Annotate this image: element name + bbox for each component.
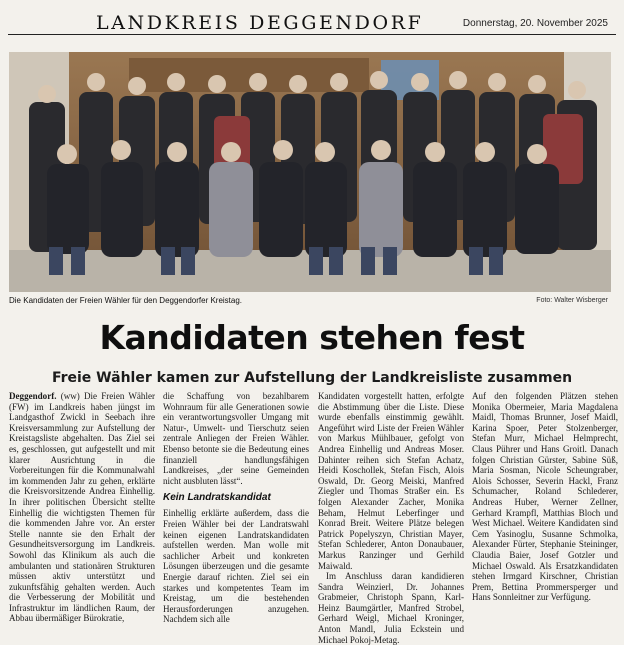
issue-date: Donnerstag, 20. November 2025 (462, 18, 608, 29)
photo-caption: Die Kandidaten der Freien Wähler für den Deggendorfer Kreistag. (9, 296, 243, 305)
article-column-1 (9, 391, 155, 636)
group-photo (9, 52, 611, 292)
dateline: Deggendorf. (9, 391, 57, 401)
page-masthead (8, 4, 616, 35)
body-text: Kandidaten vorgestellt hatten, erfolgte die Abstimmung über die Liste. Diese wurde ebenfalls einstimmig gewählt. Angeführt wird Liste der Freien Wähler von Markus Mühlbauer, gefolgt von Andrea Einhellig und Andreas Moser. Dahinter reihen sich Stefan Achatz, Heidi Koschollek, Stefan Fisch, Alois Oswald, Dr. Georg Meiski, Manfred Ziegler und Thomas Straßer ein. Es folgen Alexander Zacher, Monika Beham, Helmut Leberfinger und Konrad Breit. Weitere Plätze belegen Patrick Popelyszyn, Christian Mayer, Stefan Schlederer, Anton Donaubauer, Markus Ranzinger und Gerhild Maiwald. (318, 391, 464, 571)
body-text: Einhellig erklärte außerdem, dass die Freien Wähler bei der Landratswahl keinen eigenen Landratskandidaten aufstellen werden. Man wolle mit sachlicher Arbeit und konkreten Lösungen überzeugen und die gesamte Energie darauf richten. Ziel sei ein starkes und kompetentes Team im Kreistag, um die bestehenden Herausforderungen anzugehen. Nachdem sich alle (163, 508, 309, 625)
body-text: die Schaffung von bezahlbarem Wohnraum für alle Generationen sowie ein verantwortungsvoller Umgang mit Natur-, Umwelt- und Tierschutz seien zentrale Anliegen der Freien Wähler. Ebenso betonte sie die Bedeutung eines finanziell handlungsfähigen Landkreises, „der seine Gemeinden nicht ausbluten lässt“. (163, 391, 309, 486)
article-column-4 (472, 391, 618, 636)
article-subhead: Kein Landratskandidat (163, 492, 271, 504)
article-column-2 (163, 391, 309, 636)
article-subheadline: Freie Wähler kamen zur Aufstellung der Landkreisliste zusammen (51, 370, 573, 386)
body-text: Im Anschluss daran kandidieren Sandra Weinzierl, Dr. Johannes Grabmeier, Christoph Spann, Karl-Heinz Baumgärtler, Manfred Strobel, Gerhard Weigl, Michael Kroninger, Anton Mandl, Julia Eckstein und Michael Pokoj-Metag. (318, 571, 464, 645)
section-title: LANDKREIS DEGGENDORF (96, 12, 424, 34)
group-photo-image (9, 52, 611, 292)
body-text: Auf den folgenden Plätzen stehen Monika Obermeier, Maria Magdalena Maidl, Thomas Brunner, Josef Maidl, Karina Spoer, Peter Stolzenberger, Stefan Murr, Michael Helmprecht, Claus Pührer und Hans Groitl. Danach folgen Christian Gürster, Sabine Süß, Maria Sosman, Nicole Scheungraber, Alois Schosser, Severin Hackl, Franz Schumacher, Roland Schlederer, Andreas Huber, Werner Zellner, Gerhard Krampfl, Matthias Bloch und West Michael. Weitere Kandidaten sind Cem Yasinoglu, Susanne Schmolka, Alexander Fürter, Stephanie Steininger, Claudia Baier, Josef Gotzler und Michael Oswald. Als Ersatzkandidaten stehen Irmgard Kirschner, Christian Prem, Bettina Prommersperger und Hans Sonnleitner zur Verfügung. (472, 391, 618, 603)
photo-credit: Foto: Walter Wisberger (536, 297, 608, 304)
article-column-3 (318, 391, 464, 645)
body-text: (ww) Die Freien Wähler (FW) im Landkreis haben jüngst im Landgasthof Zwickl in Seebach ihre Kreisversammlung zur Aufstellung der Kreistagsliste abgehalten. Das Ziel sei es, geschlossen, gut aufgestellt und mit klarer Ausrichtung in die Vorbereitungen für die Kommunalwahl im kommenden Jahr zu gehen, erklärte die Kreisvorsitzende Andrea Einhellig. In ihrer politischen Übersicht stellte Einhellig die wichtigsten Themen für die kommenden Jahre vor. An erster Stelle nannte sie den Erhalt der Gesundheitsversorgung im Landkreis. Sowohl das Klinikum als auch die ambulanten und stationären Strukturen müssen aktiv unterstützt und zukunftsfähig gehalten werden. Auch die Verbesserung der Mobilität und Infrastruktur im ländlichen Raum, der Abbau übermäßiger Bürokratie, (9, 391, 155, 624)
article-headline: Kandidaten stehen fest (99, 318, 525, 357)
